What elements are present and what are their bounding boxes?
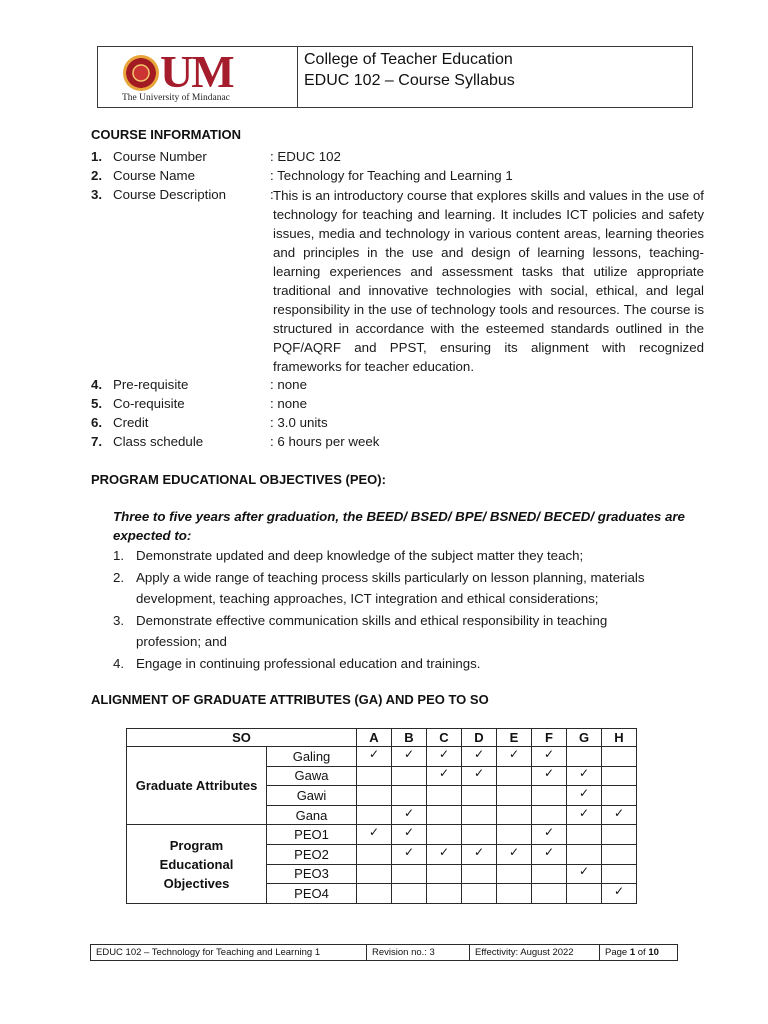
so-header: SO (127, 729, 357, 747)
check-cell (567, 766, 602, 786)
empty-cell (427, 884, 462, 904)
item-label: Pre-requisite (113, 377, 189, 392)
item-number: 7. (91, 434, 103, 449)
empty-cell (427, 864, 462, 884)
page-total: 10 (648, 947, 659, 958)
check-cell (392, 747, 427, 767)
empty-cell (497, 805, 532, 825)
checkmark-icon: ✓ (543, 766, 555, 781)
so-column-header: E (497, 729, 532, 747)
row-label: PEO3 (267, 864, 357, 884)
footer-effectivity: Effectivity: August 2022 (470, 945, 600, 960)
empty-cell (602, 864, 637, 884)
item-number: 4. (91, 377, 103, 392)
so-column-header: D (462, 729, 497, 747)
checkmark-icon: ✓ (403, 844, 415, 859)
checkmark-icon: ✓ (473, 766, 485, 781)
checkmark-icon: ✓ (438, 746, 450, 761)
item-label: Co-requisite (113, 396, 185, 411)
check-cell (497, 844, 532, 864)
empty-cell (532, 786, 567, 806)
empty-cell (392, 864, 427, 884)
row-label: PEO2 (267, 844, 357, 864)
empty-cell (357, 884, 392, 904)
check-cell (567, 786, 602, 806)
course-information-heading: COURSE INFORMATION (91, 127, 241, 142)
group-label: Program Educational Objectives (127, 825, 267, 903)
item-number: 5. (91, 396, 103, 411)
item-value: : 6 hours per week (270, 434, 380, 449)
peo-intro: Three to five years after graduation, the BEED/ BSED/ BPE/ BSNED/ BECED/ graduates are expected to: (113, 509, 685, 543)
check-cell (462, 766, 497, 786)
check-cell (392, 825, 427, 845)
document-header (97, 46, 693, 108)
page-current: 1 (629, 947, 636, 958)
row-label: Galing (267, 747, 357, 767)
empty-cell (497, 825, 532, 845)
empty-cell (602, 747, 637, 767)
alignment-table (126, 728, 637, 904)
empty-cell (462, 825, 497, 845)
checkmark-icon: ✓ (368, 825, 380, 840)
checkmark-icon: ✓ (403, 805, 415, 820)
empty-cell (462, 864, 497, 884)
item-number: 2. (113, 570, 125, 585)
empty-cell (427, 805, 462, 825)
item-number: 3. (113, 613, 125, 628)
item-number: 6. (91, 415, 103, 430)
empty-cell (357, 864, 392, 884)
check-cell (532, 825, 567, 845)
empty-cell (357, 844, 392, 864)
logo-caption: The University of Mindanac (122, 93, 230, 103)
item-label: Credit (113, 415, 149, 430)
empty-cell (532, 805, 567, 825)
group-label: Graduate Attributes (127, 747, 267, 825)
so-column-header: C (427, 729, 462, 747)
page-of: of (635, 947, 649, 958)
empty-cell (392, 884, 427, 904)
document-title: EDUC 102 – Course Syllabus (304, 72, 515, 89)
item-number: 1. (91, 149, 103, 164)
checkmark-icon: ✓ (368, 746, 380, 761)
footer-course: EDUC 102 – Technology for Teaching and Learning 1 (91, 945, 367, 960)
peo-list-item (113, 567, 673, 609)
empty-cell (497, 786, 532, 806)
empty-cell (497, 884, 532, 904)
checkmark-icon: ✓ (578, 766, 590, 781)
document-footer (90, 944, 678, 961)
item-value: : Technology for Teaching and Learning 1 (270, 168, 513, 183)
checkmark-icon: ✓ (508, 844, 520, 859)
header-title-block (298, 47, 692, 107)
so-column-header: A (357, 729, 392, 747)
empty-cell (602, 786, 637, 806)
empty-cell (392, 766, 427, 786)
checkmark-icon: ✓ (543, 746, 555, 761)
empty-cell (497, 864, 532, 884)
empty-cell (602, 844, 637, 864)
empty-cell (462, 805, 497, 825)
check-cell (427, 844, 462, 864)
checkmark-icon: ✓ (438, 766, 450, 781)
empty-cell (532, 864, 567, 884)
empty-cell (567, 884, 602, 904)
check-cell (427, 766, 462, 786)
empty-cell (567, 844, 602, 864)
item-number: 4. (113, 656, 125, 671)
empty-cell (462, 884, 497, 904)
item-label: Class schedule (113, 434, 204, 449)
so-column-header: F (532, 729, 567, 747)
item-text: Demonstrate effective communication skills and ethical responsibility in teaching profession; and (136, 613, 608, 649)
item-value: : none (270, 396, 307, 411)
check-cell (602, 884, 637, 904)
item-label: Course Description (113, 187, 227, 202)
checkmark-icon: ✓ (438, 844, 450, 859)
check-cell (392, 844, 427, 864)
checkmark-icon: ✓ (578, 805, 590, 820)
row-label: Gawi (267, 786, 357, 806)
empty-cell (427, 786, 462, 806)
checkmark-icon: ✓ (403, 746, 415, 761)
table-header-row (127, 729, 637, 747)
empty-cell (567, 747, 602, 767)
check-cell (567, 805, 602, 825)
item-value: : none (270, 377, 307, 392)
checkmark-icon: ✓ (613, 883, 625, 898)
empty-cell (427, 825, 462, 845)
check-cell (532, 844, 567, 864)
course-description: This is an introductory course that explores skills and values in the use of technology for teaching and learning. It includes ICT policies and safety issues, media and technology in various content areas, learning theories and principles in the use and design of learning lessons, teaching-learning experiences and assessment tasks that utilize appropriate traditional and innovative technologies with social, ethical, and legal responsibility in the use of technology tools and resources. The course is structured in accordance with the esteemed standards outlined in the PQF/AQRF and PPST, ensuring its alignment with recognized frameworks for teacher education. (273, 188, 704, 374)
so-column-header: G (567, 729, 602, 747)
logo-wordmark: UM (160, 46, 233, 97)
row-label: Gawa (267, 766, 357, 786)
item-text: Demonstrate updated and deep knowledge of the subject matter they teach; (136, 548, 584, 563)
check-cell (602, 805, 637, 825)
item-number: 1. (113, 548, 125, 563)
item-number: 2. (91, 168, 103, 183)
item-text: Engage in continuing professional education and trainings. (136, 656, 481, 671)
alignment-heading: ALIGNMENT OF GRADUATE ATTRIBUTES (GA) AND PEO TO SO (91, 692, 489, 707)
item-number: 3. (91, 187, 103, 202)
item-label: Course Number (113, 149, 207, 164)
check-cell (532, 766, 567, 786)
footer-revision: Revision no.: 3 (367, 945, 470, 960)
check-cell (462, 747, 497, 767)
so-column-header: B (392, 729, 427, 747)
page-prefix: Page (605, 947, 630, 958)
university-logo (98, 47, 298, 107)
university-seal-icon (123, 55, 159, 91)
checkmark-icon: ✓ (543, 844, 555, 859)
row-label: PEO4 (267, 884, 357, 904)
checkmark-icon: ✓ (473, 746, 485, 761)
item-value: : (270, 187, 274, 202)
peo-heading: PROGRAM EDUCATIONAL OBJECTIVES (PEO): (91, 472, 386, 487)
check-cell (357, 825, 392, 845)
empty-cell (532, 884, 567, 904)
empty-cell (357, 786, 392, 806)
check-cell (567, 864, 602, 884)
peo-list-item (113, 653, 673, 674)
empty-cell (497, 766, 532, 786)
empty-cell (462, 786, 497, 806)
check-cell (462, 844, 497, 864)
row-label: Gana (267, 805, 357, 825)
checkmark-icon: ✓ (508, 746, 520, 761)
check-cell (357, 747, 392, 767)
empty-cell (602, 766, 637, 786)
item-label: Course Name (113, 168, 196, 183)
so-column-header: H (602, 729, 637, 747)
peo-list-item (113, 545, 673, 566)
peo-list-item (113, 610, 673, 652)
check-cell (497, 747, 532, 767)
item-value: : EDUC 102 (270, 149, 341, 164)
empty-cell (602, 825, 637, 845)
empty-cell (357, 805, 392, 825)
checkmark-icon: ✓ (613, 805, 625, 820)
item-value: : 3.0 units (270, 415, 328, 430)
empty-cell (567, 825, 602, 845)
empty-cell (392, 786, 427, 806)
checkmark-icon: ✓ (578, 864, 590, 879)
checkmark-icon: ✓ (473, 844, 485, 859)
check-cell (427, 747, 462, 767)
empty-cell (357, 766, 392, 786)
item-text: Apply a wide range of teaching process skills particularly on lesson planning, materials development, teaching approaches, ICT integration and ethical considerations; (136, 570, 645, 606)
check-cell (532, 747, 567, 767)
checkmark-icon: ✓ (543, 825, 555, 840)
table-row (127, 747, 637, 767)
college-name: College of Teacher Education (304, 51, 513, 68)
table-row (127, 825, 637, 845)
checkmark-icon: ✓ (403, 825, 415, 840)
row-label: PEO1 (267, 825, 357, 845)
footer-page-number (600, 945, 677, 960)
checkmark-icon: ✓ (578, 785, 590, 800)
check-cell (392, 805, 427, 825)
